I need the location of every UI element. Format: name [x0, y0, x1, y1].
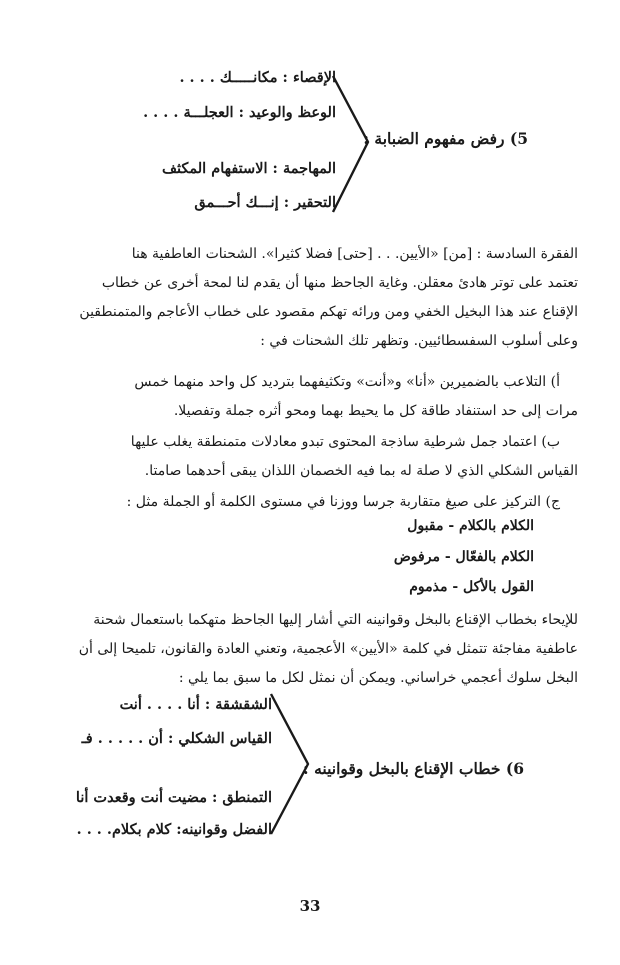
- item-a: [62, 368, 578, 426]
- paragraph-1-line: الفقرة السادسة : [من] «الأيين. . . [حتى] فضلا كثيرا». الشحنات العاطفية هنا: [131, 246, 578, 262]
- paragraph-1-line: تعتمد على توتر هادئ معقلن. وغاية الجاحظ منها أن يقدم لنا لمحة أخرى عن خطاب: [101, 275, 578, 291]
- item-c-example-2: الكلام بالفعّال - مرفوض: [393, 549, 534, 565]
- section-5-branch-3: المهاجمة : الاستفهام المكثف: [161, 160, 336, 177]
- paragraph-sixth-section: [62, 240, 578, 356]
- item-c-example-1: الكلام بالكلام - مقبول: [407, 518, 534, 534]
- paragraph-1-line: وعلى أسلوب السفسطائيين. وتظهر تلك الشحنات في :: [260, 333, 578, 349]
- item-c: [62, 488, 578, 517]
- section-6-heading: 6) خطاب الإقناع بالبخل وقوانينه :: [302, 759, 524, 778]
- section-6-branch-1: الشقشقة : أنا . . . . أنت: [119, 696, 272, 713]
- section-5-branch-2: الوعظ والوعيد : العجلـــة . . . .: [143, 104, 336, 121]
- paragraph-2-line: للإيحاء بخطاب الإقناع بالبخل وقوانينه التي أشار إليها الجاحظ متهكما باستعمال شحنة: [93, 612, 578, 628]
- paragraph-2-line: عاطفية مفاجئة تتمثل في كلمة «الأيين» الأعجمية، وتعني العادة والقانون، تلميحا إلى أن: [78, 641, 578, 657]
- item-a-line: أ) التلاعب بالضميرين «أنا» و«أنت» وتكثيفهما بترديد كل واحد منهما خمس: [134, 374, 560, 390]
- section-6-branch-4: الفضل وقوانينه: كلام بكلام. . . .: [76, 821, 272, 838]
- paragraph-conclusion: [62, 606, 578, 693]
- section-6-branch-2: القياس الشكلي : أن . . . . . فـ: [81, 730, 272, 747]
- section-5-heading: 5) رفض مفهوم الضبابة :: [363, 129, 528, 148]
- paragraph-2-line: البخل سلوك أعجمي خراساني. ويمكن أن نمثل لكل ما سبق بما يلي :: [178, 670, 578, 686]
- paragraph-1-line: الإقناع عند هذا البخيل الخفي ومن ورائه تهكم مقصود على خطاب الأعاجم والمتمنطقين: [79, 304, 578, 320]
- section-5-branch-4: التحقير : إنـــك أحـــمق: [194, 194, 336, 211]
- item-c-intro: ج) التركيز على صيغ متقاربة جرسا ووزنا في مستوى الكلمة أو الجملة مثل :: [126, 494, 560, 510]
- item-a-line: مرات إلى حد استنفاد طاقة كل ما يحيط بهما ومحو أثره جملة وتفصيلا.: [173, 403, 578, 419]
- item-c-example-3: القول بالأكل - مذموم: [409, 579, 534, 595]
- item-b-line: ب) اعتماد جمل شرطية ساذجة المحتوى تبدو معادلات متمنطقة يغلب عليها: [130, 434, 560, 450]
- item-b-line: القياس الشكلي الذي لا صلة له بما فيه الخصمان اللذان يبقى أحدهما صامتا.: [144, 463, 578, 479]
- page-number: 33: [299, 897, 321, 915]
- section-6-branch-3: التمنطق : مضيت أنت وقعدت أنا: [75, 789, 272, 806]
- section-5-branch-1: الإقصاء : مكانـــــك . . . .: [179, 69, 336, 86]
- item-b: [62, 428, 578, 486]
